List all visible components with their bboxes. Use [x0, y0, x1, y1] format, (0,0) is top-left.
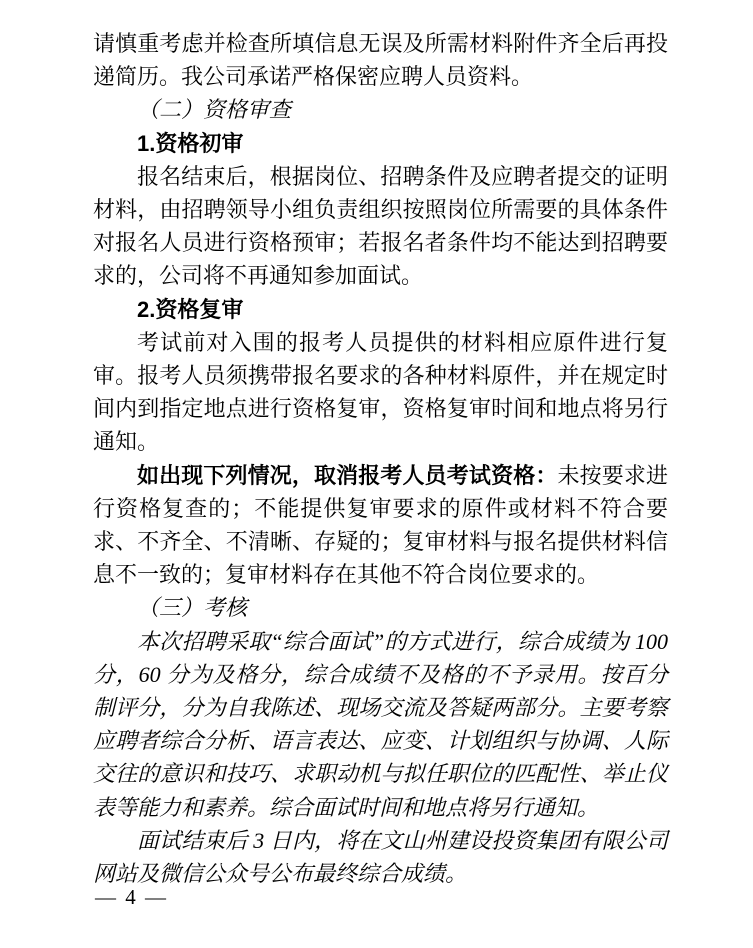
paragraph-disqualification — [93, 459, 668, 592]
paragraph-result-publish: 面试结束后 3 日内，将在文山州建设投资集团有限公司网站及微信公众号公布最终综合成绩。 — [93, 827, 668, 887]
paragraph-assessment: 本次招聘采取“综合面试”的方式进行，综合成绩为 100 分，60 分为及格分，综合成绩不及格的不予录用。按百分制评分，分为自我陈述、现场交流及答疑两部分。主要考察应聘者综合分析、语言表达、应变、计划组织与协调、人际交往的意识和技巧、求职动机与拟任职位的匹配性、举止仪表等能力和素养。综合面试时间和地点将另行通知。 — [93, 628, 668, 820]
page-number: — 4 — — [95, 885, 168, 909]
paragraph-recheck: 考试前对入围的报考人员提供的材料相应原件进行复审。报考人员须携带报名要求的各种材料原件，并在规定时间内到指定地点进行资格复审，资格复审时间和地点将另行通知。 — [93, 329, 668, 455]
section-heading-assessment: （三）考核 — [137, 595, 248, 621]
section-heading-qualification-review: （二）资格审查 — [137, 97, 292, 123]
subheading-initial-review: 1.资格初审 — [137, 130, 244, 156]
paragraph-initial-review: 报名结束后，根据岗位、招聘条件及应聘者提交的证明材料，由招聘领导小组负责组织按照岗位所需要的具体条件对报名人员进行资格预审；若报名者条件均不能达到招聘要求的，公司将不再通知参加面试。 — [93, 163, 668, 289]
disqualification-lead: 如出现下列情况，取消报考人员考试资格： — [137, 462, 558, 488]
paragraph-resume-caution: 请慎重考虑并检查所填信息无误及所需材料附件齐全后再投递简历。我公司承诺严格保密应聘人员资料。 — [93, 31, 668, 90]
disqualification-body: 未按要求进行资格复查的；不能提供复审要求的原件或材料不符合要求、不齐全、不清晰、存疑的；复审材料与报名提供材料信息不一致的；复审材料存在其他不符合岗位要求的。 — [93, 462, 668, 588]
subheading-recheck: 2.资格复审 — [137, 296, 244, 322]
